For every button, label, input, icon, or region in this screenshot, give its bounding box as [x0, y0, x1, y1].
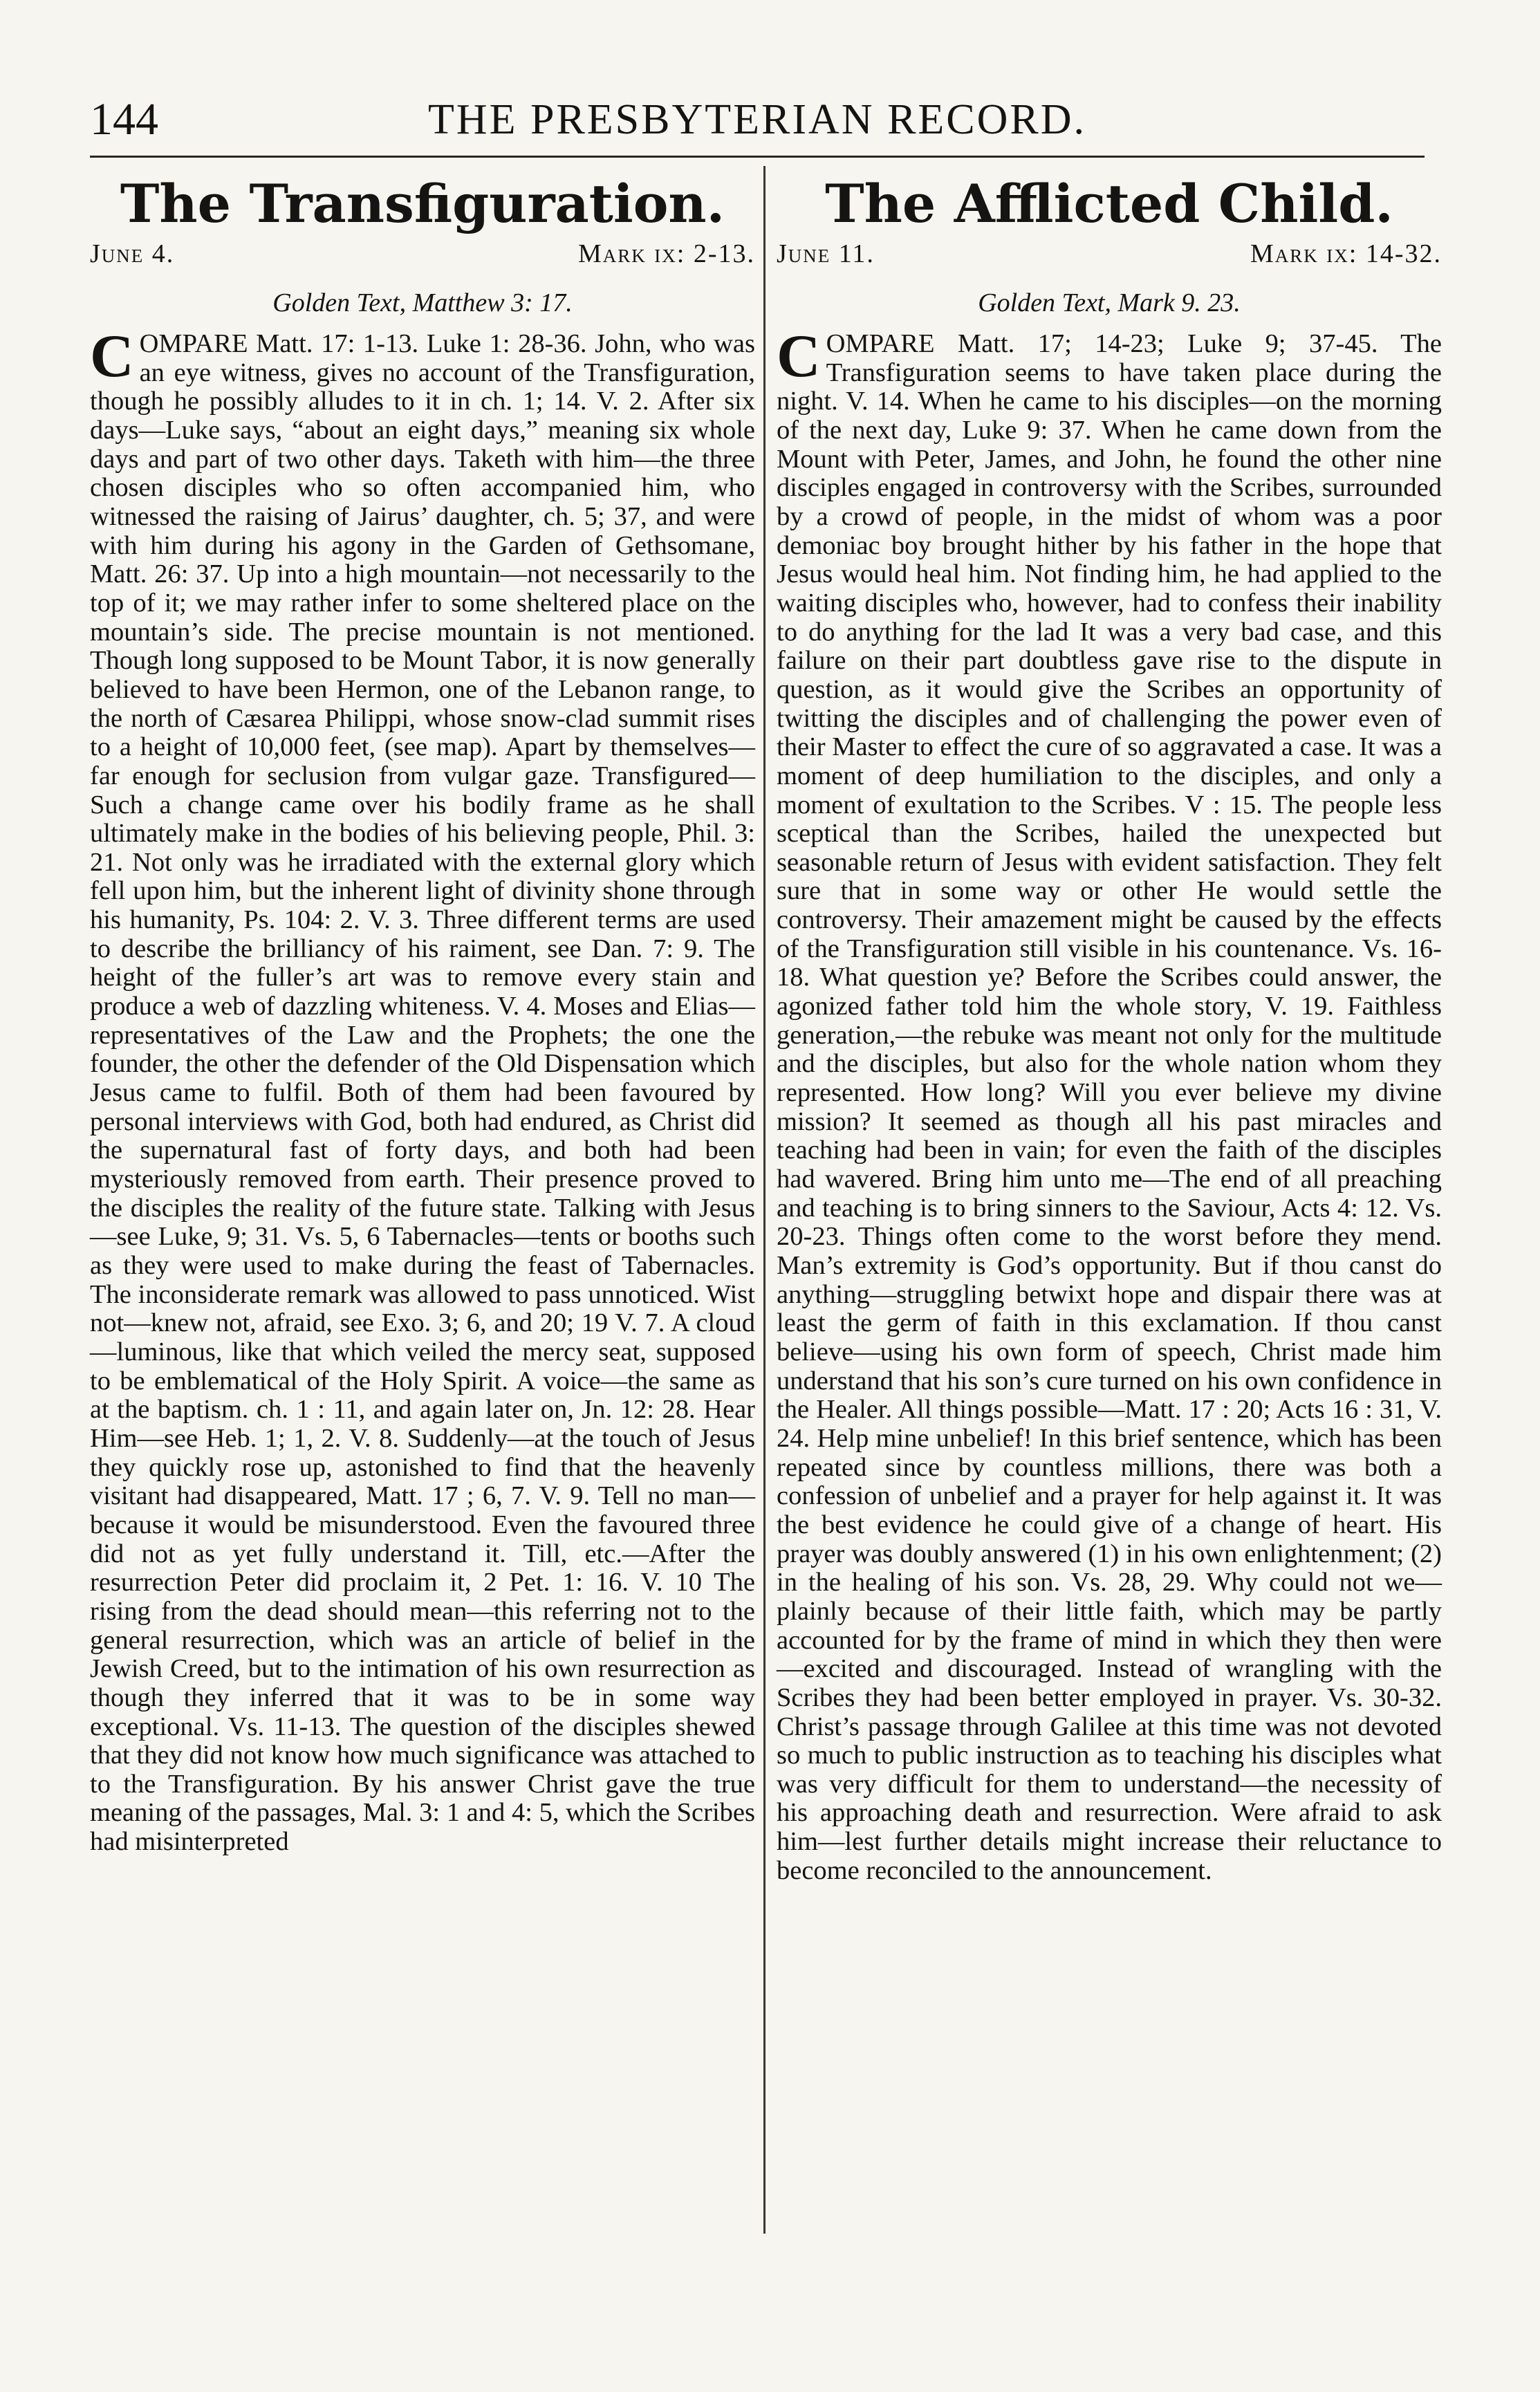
lesson-body	[90, 323, 755, 1857]
lesson-date: June 11.	[777, 239, 875, 268]
page-header	[90, 89, 1425, 151]
page-number: 144	[90, 94, 158, 145]
journal-title: THE PRESBYTERIAN RECORD.	[427, 96, 1087, 143]
golden-text: Golden Text, Matthew 3: 17.	[272, 288, 573, 317]
lesson-body-text: OMPARE Matt. 17; 14-23; Luke 9; 37-45. The Transfiguration seems to have taken place during the night. V. 14. When he came to his disciples—on the morning of the next day, Luke 9: 37. When he came down from the Mount with Peter, James, and John, he found the other nine disciples engaged in controversy with the Scribes, surrounded by a crowd of people, in the midst of whom was a poor demoniac boy brought hither by his father in the hope that Jesus would heal him. Not finding him, he had applied to the waiting disciples who, however, had to confess their inability to do anything for the lad It was a very bad case, and this failure on their part doubtless gave rise to the dispute in question, as it would give the Scribes an opportunity of twitting the disciples and of challenging the power even of their Master to effect the cure of so aggravated a case. It was a moment of deep humiliation to the disciples, and only a moment of exultation to the Scribes. V : 15. The people less sceptical than the Scribes, hailed the unexpected but seasonable return of Jesus with evident satisfaction. They felt sure that in some way or other He would settle the controversy. Their amazement might be caused by the effects of the Transfiguration still visible in his countenance. Vs. 16-18. What question ye? Before the Scribes could answer, the agonized father told him the whole story, V. 19. Faithless generation,—the rebuke was meant not only for the multitude and the disciples, but also for the whole nation whom they represented. How long? Will you ever believe my divine mission? It seemed as though all his past miracles and teaching had been in vain; for even the faith of the disciples had wavered. Bring him unto me—The end of all preaching and teaching is to bring sinners to the Saviour, Acts 4: 12. Vs. 20-23. Things often come to the worst before they mend. Man’s extremity is God’s opportunity. But if thou canst do anything—struggling betwixt hope and dispair there was at least the germ of faith in this exclamation. If thou canst believe—using his own form of speech, Christ made him understand that his son’s cure turned on his own confidence in the Healer. All things possible—Matt. 17 : 20; Acts 16 : 31, V. 24. Help mine unbelief! In this brief sentence, which has been repeated since by countless millions, there was both a confession of unbelief and a prayer for help against it. It was the best evidence he could give of a change of heart. His prayer was doubly answered (1) in his own enlightenment; (2) in the healing of his son. Vs. 28, 29. Why could not we—plainly because of their little faith, which may be partly accounted for by the frame of mind in which they then were—excited and discouraged. Instead of wrangling with the Scribes they had been better employed in prayer. Vs. 30-32. Christ’s passage through Galilee at this time was not devoted so much to public instruction as to teaching his disciples what was very difficult for them to understand—the necessity of his approaching death and resurrection. Were afraid to ask him—lest further details might increase their reluctance to become reconciled to the announcement.	[777, 329, 1442, 1885]
lesson-date: June 4.	[90, 239, 175, 268]
lesson-meta	[777, 239, 1442, 280]
golden-text: Golden Text, Mark 9. 23.	[978, 288, 1241, 317]
drop-cap: C	[777, 323, 821, 390]
header-rule	[90, 156, 1425, 158]
lesson-title: The Transfiguration.	[120, 173, 725, 234]
lesson-left-column	[90, 169, 755, 1857]
drop-cap: C	[90, 323, 134, 390]
scripture-reference: Mark ix: 2-13.	[578, 239, 755, 268]
scripture-reference: Mark ix: 14-32.	[1250, 239, 1442, 268]
lesson-meta	[90, 239, 755, 280]
lesson-right-column	[777, 169, 1442, 1885]
column-divider	[763, 166, 766, 2234]
lesson-title: The Afflicted Child.	[825, 173, 1393, 234]
lesson-body	[777, 323, 1442, 1885]
lesson-body-text: OMPARE Matt. 17: 1-13. Luke 1: 28-36. John, who was an eye witness, gives no account of the Transfiguration, though he possibly alludes to it in ch. 1; 14. V. 2. After six days—Luke says, “about an eight days,” meaning six whole days and part of two other days. Taketh with him—the three chosen disciples who so often accompanied him, who witnessed the raising of Jairus’ daughter, ch. 5; 37, and were with him during his agony in the Garden of Gethsomane, Matt. 26: 37. Up into a high mountain—not necessarily to the top of it; we may rather infer to some sheltered place on the mountain’s side. The precise mountain is not mentioned. Though long supposed to be Mount Tabor, it is now generally believed to have been Hermon, one of the Lebanon range, to the north of Cæsarea Philippi, whose snow-clad summit rises to a height of 10,000 feet, (see map). Apart by themselves—far enough for seclusion from vulgar gaze. Transfigured—Such a change came over his bodily frame as he shall ultimately make in the bodies of his believing people, Phil. 3: 21. Not only was he irradiated with the external glory which fell upon him, but the inherent light of divinity shone through his humanity, Ps. 104: 2. V. 3. Three different terms are used to describe the brilliancy of his raiment, see Dan. 7: 9. The height of the fuller’s art was to remove every stain and produce a web of dazzling whiteness. V. 4. Moses and Elias—representatives of the Law and the Prophets; the one the founder, the other the defender of the Old Dispensation which Jesus came to fulfil. Both of them had been favoured by personal interviews with God, both had endured, as Christ did the supernatural fast of forty days, and both had been mysteriously removed from earth. Their presence proved to the disciples the reality of the future state. Talking with Jesus—see Luke, 9; 31. Vs. 5, 6 Tabernacles—tents or booths such as they were used to make during the feast of Tabernacles. The inconsiderate remark was allowed to pass unnoticed. Wist not—knew not, afraid, see Exo. 3; 6, and 20; 19 V. 7. A cloud—luminous, like that which veiled the mercy seat, supposed to be emblematical of the Holy Spirit. A voice—the same as at the baptism. ch. 1 : 11, and again later on, Jn. 12: 28. Hear Him—see Heb. 1; 1, 2. V. 8. Suddenly—at the touch of Jesus they quickly rose up, astonished to find that the heavenly visitant had disappeared, Matt. 17 ; 6, 7. V. 9. Tell no man—because it would be misunderstood. Even the favoured three did not as yet fully understand it. Till, etc.—After the resurrection Peter did proclaim it, 2 Pet. 1: 16. V. 10 The rising from the dead should mean—this referring not to the general resurrection, which was an article of belief in the Jewish Creed, but to the intimation of his own resurrection as though they inferred that it was to be in some way exceptional. Vs. 11-13. The question of the disciples shewed that they did not know how much significance was attached to to the Transfiguration. By his answer Christ gave the true meaning of the passages, Mal. 3: 1 and 4: 5, which the Scribes had misinterpreted	[90, 329, 755, 1857]
